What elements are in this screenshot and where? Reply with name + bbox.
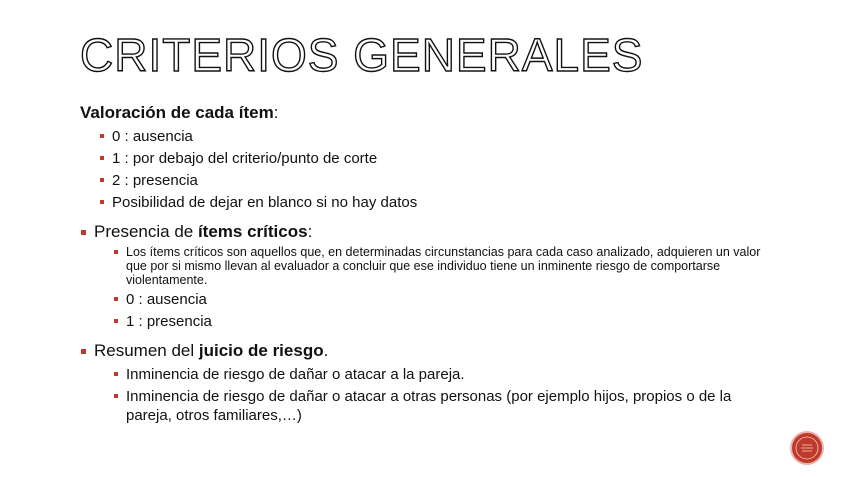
list-item xyxy=(98,193,780,212)
bullet-icon xyxy=(114,250,118,254)
list-item xyxy=(98,171,780,190)
list-item-text: 1 : presencia xyxy=(126,313,212,330)
presencia-section xyxy=(80,221,780,331)
presencia-bold: ítems críticos xyxy=(197,222,308,241)
list-item xyxy=(112,312,780,331)
bullet-icon xyxy=(81,230,86,235)
bullet-icon xyxy=(100,156,104,160)
list-item xyxy=(98,127,780,146)
list-item-text: 2 : presencia xyxy=(112,172,198,189)
presencia-note: Los ítems críticos son aquellos que, en determinadas circunstancias para cada caso analizado, adquieren un valor que por si mismo llevan al evaluador a concluir que ese individuo tiene un inminente riesgo de comportarse violentamente. xyxy=(126,245,761,287)
list-item xyxy=(112,290,780,309)
list-item xyxy=(112,387,780,425)
bullet-icon xyxy=(81,349,86,354)
circular-logo-icon xyxy=(792,433,822,463)
list-item-text: Inminencia de riesgo de dañar o atacar a otras personas (por ejemplo hijos, propios o de la pareja, otros familiares,…) xyxy=(126,388,732,424)
bullet-icon xyxy=(114,319,118,323)
list-item-text: Inminencia de riesgo de dañar o atacar a la pareja. xyxy=(126,366,465,383)
slide-title: CRITERIOS GENERALES xyxy=(80,29,644,81)
list-item-text: 1 : por debajo del criterio/punto de corte xyxy=(112,150,378,167)
resumen-prefix: Resumen del xyxy=(94,341,199,360)
resumen-heading xyxy=(94,341,328,360)
list-item xyxy=(112,365,780,384)
logo-lines-icon xyxy=(792,433,822,463)
presencia-prefix: Presencia de xyxy=(94,222,198,241)
bullet-icon xyxy=(114,297,118,301)
slide-content xyxy=(80,102,780,425)
bullet-icon xyxy=(100,200,104,204)
bullet-icon xyxy=(114,394,118,398)
resumen-list xyxy=(94,365,780,425)
presencia-suffix: : xyxy=(307,222,313,241)
list-item xyxy=(112,245,780,287)
bullet-icon xyxy=(114,372,118,376)
valoracion-heading-bold: Valoración de cada ítem xyxy=(80,103,274,122)
valoracion-heading-suffix: : xyxy=(273,103,279,122)
bullet-icon xyxy=(100,134,104,138)
main-bullets xyxy=(80,221,780,425)
resumen-bold: juicio de riesgo xyxy=(198,341,324,360)
list-item-text: 0 : ausencia xyxy=(112,128,193,145)
list-item-text: 0 : ausencia xyxy=(126,291,207,308)
list-item xyxy=(98,149,780,168)
valoracion-heading xyxy=(80,102,780,124)
resumen-suffix: . xyxy=(323,341,329,360)
list-item-text: Posibilidad de dejar en blanco si no hay datos xyxy=(112,194,418,211)
presencia-heading xyxy=(94,222,312,241)
bullet-icon xyxy=(100,178,104,182)
valoracion-list xyxy=(80,127,780,212)
resumen-section xyxy=(80,340,780,425)
presencia-list xyxy=(94,245,780,331)
